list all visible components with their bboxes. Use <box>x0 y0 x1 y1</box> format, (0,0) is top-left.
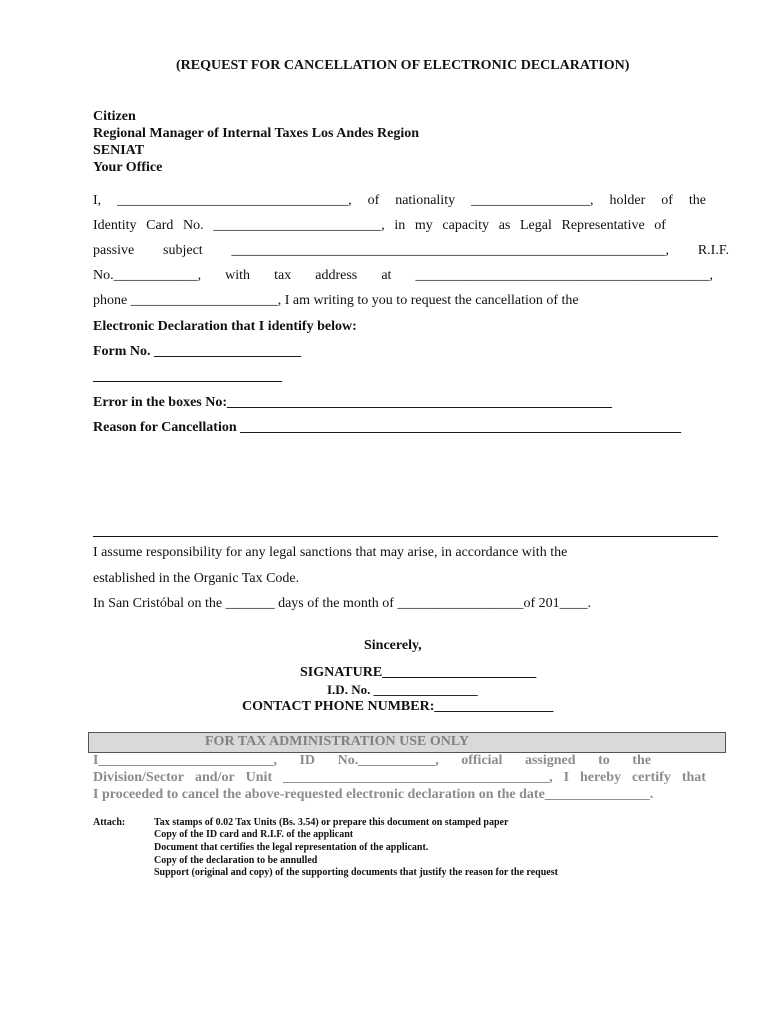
document-title: (REQUEST FOR CANCELLATION OF ELECTRONIC DECLARATION) <box>176 58 630 73</box>
reason-continuation-line <box>93 536 718 537</box>
responsibility-line-1: I assume responsibility for any legal sanctions that may arise, in accordance with the <box>93 545 568 560</box>
attach-label: Attach: <box>93 817 126 828</box>
body-line-6: Electronic Declaration that I identify below: <box>93 319 357 334</box>
admin-line-2: Division/Sector and/or Unit ______________________________________, I hereby certify that <box>93 770 706 785</box>
body-line-5: phone _____________________, I am writing to you to request the cancellation of the <box>93 293 579 308</box>
place-date-line: In San Cristóbal on the _______ days of the month of __________________of 201____. <box>93 596 592 611</box>
addressee-seniat: SENIAT <box>93 143 145 158</box>
form-number-field-2: ___________________________ <box>93 369 282 384</box>
signature-field: SIGNATURE______________________ <box>300 665 537 680</box>
admin-use-header-label: FOR TAX ADMINISTRATION USE ONLY <box>205 734 469 749</box>
admin-use-header <box>88 732 726 753</box>
closing-sincerely: Sincerely, <box>364 638 422 653</box>
id-number-field: I.D. No. ________________ <box>327 682 478 697</box>
attach-item: Copy of the declaration to be annulled <box>154 855 318 866</box>
attach-item: Support (original and copy) of the supporting documents that justify the reason for the request <box>154 867 558 878</box>
contact-phone-field: CONTACT PHONE NUMBER:_________________ <box>242 699 554 714</box>
body-line-4: No.____________, with tax address at __________________________________________, <box>93 268 713 283</box>
body-line-3: passive subject ______________________________________________________________, R.I.F. <box>93 243 729 258</box>
responsibility-line-2: established in the Organic Tax Code. <box>93 571 300 586</box>
attach-item: Tax stamps of 0.02 Tax Units (Bs. 3.54) or prepare this document on stamped paper <box>154 817 509 828</box>
body-line-1: I, _________________________________, of nationality _________________, holder of the <box>93 193 706 208</box>
addressee-manager: Regional Manager of Internal Taxes Los Andes Region <box>93 126 420 141</box>
attach-item: Copy of the ID card and R.I.F. of the applicant <box>154 829 354 840</box>
body-line-2: Identity Card No. ________________________, in my capacity as Legal Representative of <box>93 218 666 233</box>
admin-line-3: I proceeded to cancel the above-requested electronic declaration on the date_______________. <box>93 787 654 802</box>
form-number-field: Form No. _____________________ <box>93 344 302 359</box>
attach-item: Document that certifies the legal representation of the applicant. <box>154 842 429 853</box>
error-boxes-field: Error in the boxes No:_______________________________________________________ <box>93 395 613 410</box>
addressee-office: Your Office <box>93 160 163 175</box>
addressee-citizen: Citizen <box>93 109 136 124</box>
reason-field: Reason for Cancellation _______________________________________________________________ <box>93 420 682 435</box>
admin-line-1: I_________________________, ID No.___________, official assigned to the <box>93 753 651 768</box>
